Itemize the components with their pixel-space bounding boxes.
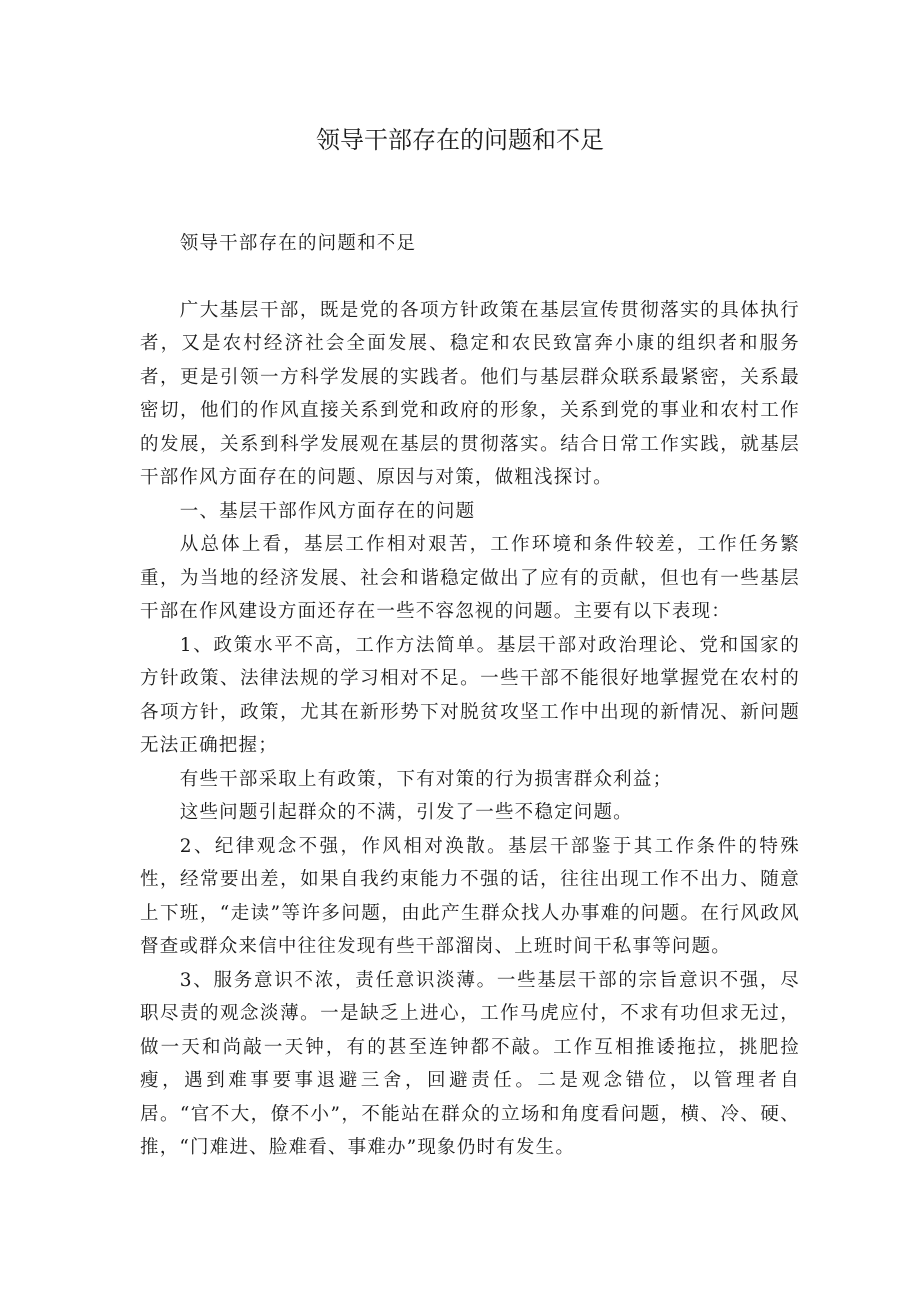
- paragraph-intro: 广大基层干部，既是党的各项方针政策在基层宣传贯彻落实的具体执行者，又是农村经济社会全面发展、稳定和农民致富奔小康的组织者和服务者，更是引领一方科学发展的实践者。他们与基层群众联系最紧密，关系最密切，他们的作风直接关系到党和政府的形象，关系到党的事业和农村工作的发展，关系到科学发展观在基层的贯彻落实。结合日常工作实践，就基层干部作风方面存在的问题、原因与对策，做粗浅探讨。: [140, 299, 800, 488]
- paragraph-point-1: 1、政策水平不高，工作方法简单。基层干部对政治理论、党和国家的方针政策、法律法规的学习相对不足。一些干部不能很好地掌握党在农村的各项方针，政策，尤其在新形势下对脱贫攻坚工作中出现的新情况、新问题无法正确把握；: [140, 634, 800, 756]
- section-heading: 一、基层干部作风方面存在的问题: [179, 500, 476, 522]
- paragraph-overview: 从总体上看，基层工作相对艰苦，工作环境和条件较差，工作任务繁重，为当地的经济发展、社会和谐稳定做出了应有的贡献，但也有一些基层干部在作风建设方面还存在一些不容忽视的问题。主要有以下表现：: [140, 534, 800, 622]
- document-subtitle: 领导干部存在的问题和不足: [179, 233, 417, 254]
- document-title: 领导干部存在的问题和不足: [316, 126, 604, 154]
- document-body: [140, 227, 800, 1165]
- paragraph-point-2: 2、纪律观念不强，作风相对涣散。基层干部鉴于其工作条件的特殊性，经常要出差，如果自我约束能力不强的话，往往出现工作不出力、随意上下班，“走读”等许多问题，由此产生群众找人办事难的问题。在行风政风督查或群众来信中往往发现有些干部溜岗、上班时间干私事等问题。: [140, 835, 800, 957]
- paragraph-point-3: 3、服务意识不浓，责任意识淡薄。一些基层干部的宗旨意识不强，尽职尽责的观念淡薄。一是缺乏上进心，工作马虎应付，不求有功但求无过，做一天和尚敲一天钟，有的甚至连钟都不敲。工作互相推诿拖拉，挑肥捡瘦，遇到难事要事退避三舍，回避责任。二是观念错位，以管理者自居。“官不大，僚不小”，不能站在群众的立场和角度看问题，横、冷、硬、推，“门难进、脸难看、事难办”现象仍时有发生。: [140, 969, 800, 1158]
- paragraph-point-1-detail-b: 这些问题引起群众的不满，引发了一些不稳定问题。: [179, 802, 633, 823]
- paragraph-point-1-detail-a: 有些干部采取上有政策，下有对策的行为损害群众利益；: [179, 768, 673, 790]
